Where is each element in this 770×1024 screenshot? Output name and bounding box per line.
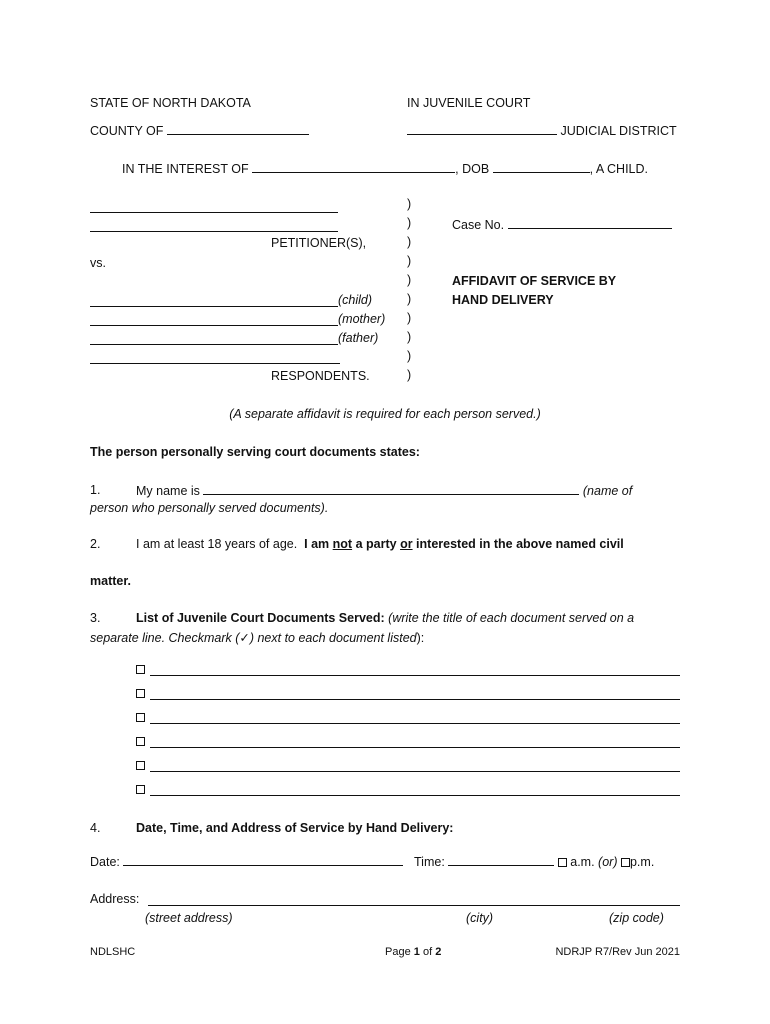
item-1-text: My name is bbox=[136, 484, 200, 498]
am-label: a.m. bbox=[570, 855, 595, 869]
item-2-text-d: interested in the above named civil bbox=[416, 537, 624, 551]
time-field[interactable] bbox=[448, 853, 554, 866]
item-3-line bbox=[136, 610, 634, 626]
document-title-field[interactable] bbox=[150, 771, 680, 772]
document-checkbox[interactable] bbox=[136, 761, 145, 770]
county-field[interactable] bbox=[167, 122, 309, 135]
page-total: 2 bbox=[435, 946, 442, 958]
petitioner-line-1[interactable] bbox=[90, 212, 338, 213]
page-prefix: Page bbox=[385, 946, 411, 958]
court-heading: IN JUVENILE COURT bbox=[407, 96, 531, 110]
document-checkbox[interactable] bbox=[136, 665, 145, 674]
footer-right-code: NDRJP R7/Rev Jun 2021 bbox=[555, 946, 680, 958]
item-3-number: 3. bbox=[90, 611, 101, 625]
item-2-line bbox=[136, 536, 624, 552]
date-field[interactable] bbox=[123, 853, 403, 866]
item-1-hint-a: (name of bbox=[582, 484, 633, 498]
item-2-number: 2. bbox=[90, 537, 101, 551]
item-1-line bbox=[136, 482, 632, 499]
caption-paren: ) bbox=[407, 216, 412, 230]
document-row bbox=[136, 686, 680, 702]
item-3-line-2 bbox=[90, 630, 424, 646]
caption-paren: ) bbox=[407, 273, 412, 287]
document-checkbox[interactable] bbox=[136, 689, 145, 698]
zip-code-caption: (zip code) bbox=[609, 911, 664, 925]
page-of: of bbox=[422, 946, 433, 958]
state-heading: STATE OF NORTH DAKOTA bbox=[90, 96, 251, 110]
item-2-not: not bbox=[332, 537, 353, 551]
case-no bbox=[452, 216, 672, 233]
case-no-label: Case No. bbox=[452, 218, 505, 232]
caption-paren: ) bbox=[407, 235, 412, 249]
caption-paren: ) bbox=[407, 330, 412, 344]
document-checkbox[interactable] bbox=[136, 713, 145, 722]
caption-paren: ) bbox=[407, 254, 412, 268]
respondents-label: RESPONDENTS. bbox=[271, 369, 370, 383]
dob-field[interactable] bbox=[493, 160, 590, 173]
date-row bbox=[90, 853, 403, 870]
dob-label: , DOB bbox=[455, 162, 490, 176]
item-3-hint-c: ): bbox=[416, 631, 425, 645]
item-4-number: 4. bbox=[90, 821, 101, 835]
document-checkbox[interactable] bbox=[136, 737, 145, 746]
child-line[interactable] bbox=[90, 306, 338, 307]
footer-left-code: NDLSHC bbox=[90, 946, 136, 958]
time-label: Time: bbox=[414, 855, 445, 869]
father-line[interactable] bbox=[90, 344, 338, 345]
interest-line bbox=[122, 160, 648, 177]
caption-paren: ) bbox=[407, 292, 412, 306]
item-2-text-b: I am bbox=[304, 537, 330, 551]
county-label-text: COUNTY OF bbox=[90, 124, 164, 138]
respondent-line[interactable] bbox=[90, 363, 340, 364]
document-row bbox=[136, 734, 680, 750]
district-label-text: JUDICIAL DISTRICT bbox=[560, 124, 677, 138]
item-3-hint-a: (write the title of each document served on a bbox=[388, 611, 635, 625]
document-row bbox=[136, 782, 680, 798]
child-label: (child) bbox=[338, 293, 373, 307]
vs-label: vs. bbox=[90, 256, 106, 270]
caption-paren: ) bbox=[407, 368, 412, 382]
caption-paren: ) bbox=[407, 311, 412, 325]
document-title-field[interactable] bbox=[150, 699, 680, 700]
county-label bbox=[90, 122, 309, 139]
document-row bbox=[136, 758, 680, 774]
time-row bbox=[414, 853, 654, 870]
am-checkbox[interactable] bbox=[558, 858, 567, 867]
caption-paren: ) bbox=[407, 349, 412, 363]
item-2-or: or bbox=[400, 537, 413, 551]
date-label: Date: bbox=[90, 855, 120, 869]
child-name-field[interactable] bbox=[252, 160, 455, 173]
petitioner-line-2[interactable] bbox=[90, 231, 338, 232]
address-label: Address: bbox=[90, 892, 140, 906]
page-current: 1 bbox=[413, 946, 420, 958]
district-label bbox=[407, 122, 677, 139]
interest-prefix: IN THE INTEREST OF bbox=[122, 162, 249, 176]
document-title-field[interactable] bbox=[150, 675, 680, 676]
city-caption: (city) bbox=[466, 911, 494, 925]
document-title-field[interactable] bbox=[150, 795, 680, 796]
mother-line[interactable] bbox=[90, 325, 338, 326]
item-2-text-a: I am at least 18 years of age. bbox=[136, 537, 298, 551]
item-3-heading: List of Juvenile Court Documents Served: bbox=[136, 611, 385, 625]
pm-label: p.m. bbox=[629, 855, 655, 869]
case-no-field[interactable] bbox=[508, 216, 672, 229]
page-number bbox=[385, 945, 441, 959]
item-2-text-c: a party bbox=[355, 537, 397, 551]
father-label: (father) bbox=[338, 331, 379, 345]
caption-paren: ) bbox=[407, 197, 412, 211]
district-field[interactable] bbox=[407, 122, 557, 135]
document-checkbox[interactable] bbox=[136, 785, 145, 794]
petitioners-label: PETITIONER(S), bbox=[271, 236, 367, 250]
item-2-text-e: matter. bbox=[90, 574, 131, 588]
item-1-hint-b: person who personally served documents). bbox=[90, 501, 329, 515]
mother-label: (mother) bbox=[338, 312, 386, 326]
intro-statement: The person personally serving court documents states: bbox=[90, 445, 420, 459]
document-title-line-2: HAND DELIVERY bbox=[452, 293, 554, 307]
document-title-line-1: AFFIDAVIT OF SERVICE BY bbox=[452, 274, 617, 288]
item-4-heading: Date, Time, and Address of Service by Hand Delivery: bbox=[136, 821, 454, 835]
address-field[interactable] bbox=[148, 905, 680, 906]
street-address-caption: (street address) bbox=[145, 911, 233, 925]
document-title-field[interactable] bbox=[150, 747, 680, 748]
or-label: (or) bbox=[598, 855, 618, 869]
document-title-field[interactable] bbox=[150, 723, 680, 724]
pm-checkbox[interactable] bbox=[621, 858, 630, 867]
document-row bbox=[136, 710, 680, 726]
a-child-label: , A CHILD. bbox=[589, 162, 649, 176]
item-3-hint-b: separate line. Checkmark (✓) next to each document listed bbox=[90, 631, 417, 645]
item-1-number: 1. bbox=[90, 483, 101, 497]
separate-affidavit-note: (A separate affidavit is required for each person served.) bbox=[229, 407, 541, 421]
document-row bbox=[136, 662, 680, 678]
server-name-field[interactable] bbox=[203, 482, 579, 495]
